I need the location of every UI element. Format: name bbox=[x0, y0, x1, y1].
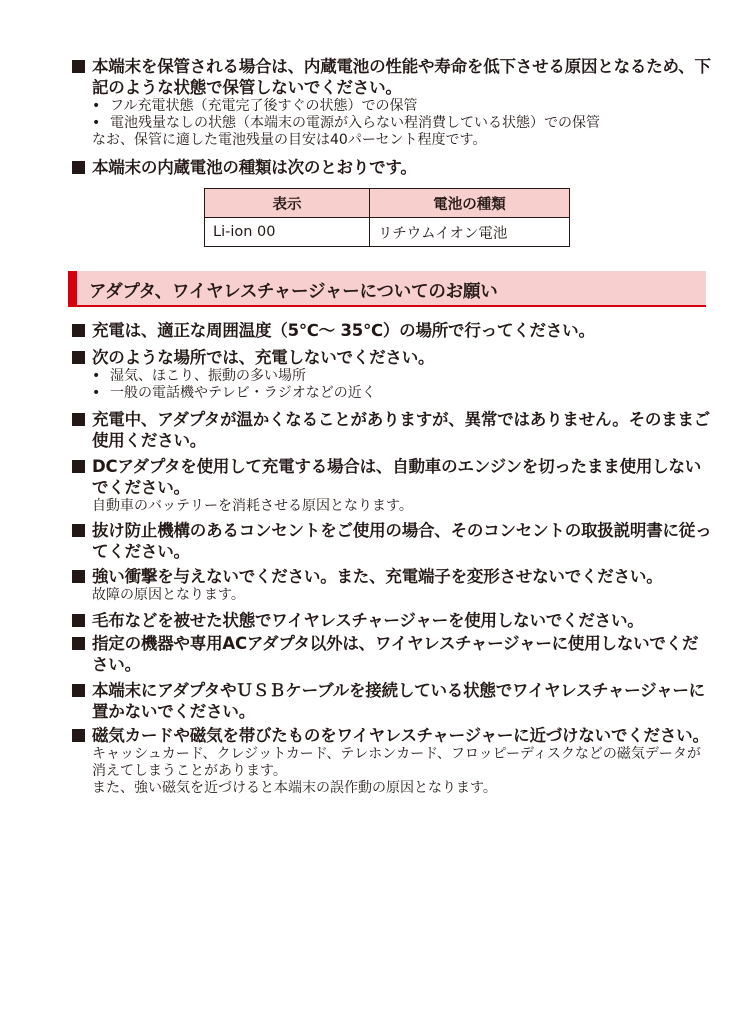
item-heading: 磁気カードや磁気を帯びたものをワイヤレスチャージャーに近づけないでください。 bbox=[72, 725, 712, 746]
list-item bbox=[72, 520, 712, 562]
storage-notice bbox=[72, 56, 712, 149]
battery-table-cell-type: リチウムイオン電池 bbox=[370, 218, 570, 247]
item-bullet: • 湿気、ほこり、振動の多い場所 bbox=[92, 368, 712, 385]
battery-type-heading: 本端末の内蔵電池の種類は次のとおりです。 bbox=[72, 157, 712, 178]
item-bullet: • 一般の電話機やテレビ・ラジオなどの近く bbox=[92, 385, 712, 402]
list-item bbox=[72, 409, 712, 451]
item-heading: 指定の機器や専用ACアダプタ以外は、ワイヤレスチャージャーに使用しないでください。 bbox=[72, 633, 712, 675]
list-item bbox=[72, 725, 712, 797]
battery-table-header-row bbox=[205, 189, 570, 218]
list-item bbox=[72, 320, 712, 341]
list-item bbox=[72, 610, 712, 631]
storage-heading: 本端末を保管される場合は、内蔵電池の性能や寿命を低下させる原因となるため、下記のような状態で保管しないでください。 bbox=[72, 56, 712, 98]
item-body: 故障の原因となります。 bbox=[92, 587, 245, 603]
item-body: 自動車のバッテリーを消耗させる原因となります。 bbox=[92, 498, 413, 514]
storage-bullet-2-cont: なお、保管に適した電池残量の目安は40パーセント程度です。 bbox=[92, 132, 487, 148]
item-heading: DCアダプタを使用して充電する場合は、自動車のエンジンを切ったまま使用しないでください。 bbox=[72, 456, 712, 498]
list-item bbox=[72, 347, 712, 402]
list-item bbox=[72, 680, 712, 722]
item-body: キャッシュカード、クレジットカード、テレホンカード、フロッピーディスクなどの磁気データが消えてしまうことがあります。 bbox=[92, 746, 701, 779]
battery-table-header-type: 電池の種類 bbox=[370, 189, 570, 218]
section-header bbox=[68, 271, 706, 307]
list-item bbox=[72, 456, 712, 515]
battery-type-notice bbox=[72, 157, 712, 178]
battery-table bbox=[204, 188, 570, 247]
table-row bbox=[205, 218, 570, 247]
item-heading: 本端末にアダプタやＵＳＢケーブルを接続している状態でワイヤレスチャージャーに置かないでください。 bbox=[72, 680, 712, 722]
item-heading: 次のような場所では、充電しないでください。 bbox=[72, 347, 712, 368]
item-body-2: また、強い磁気を近づけると本端末の誤作動の原因となります。 bbox=[92, 780, 497, 796]
battery-table-cell-display: Li-ion 00 bbox=[205, 218, 370, 247]
item-heading: 強い衝撃を与えないでください。また、充電端子を変形させないでください。 bbox=[72, 566, 712, 587]
battery-table-header-display: 表示 bbox=[205, 189, 370, 218]
section-title: アダプタ、ワイヤレスチャージャーについてのお願い bbox=[89, 282, 498, 302]
storage-bullets bbox=[72, 98, 712, 149]
list-item bbox=[72, 566, 712, 604]
item-heading: 充電中、アダプタが温かくなることがありますが、異常ではありません。そのままご使用ください。 bbox=[72, 409, 712, 451]
item-heading: 充電は、適正な周囲温度（5℃～ 35℃）の場所で行ってください。 bbox=[72, 320, 712, 341]
item-heading: 毛布などを被せた状態でワイヤレスチャージャーを使用しないでください。 bbox=[72, 610, 712, 631]
item-bullets bbox=[72, 368, 712, 402]
item-heading: 抜け防止機構のあるコンセントをご使用の場合、そのコンセントの取扱説明書に従ってください。 bbox=[72, 520, 712, 562]
storage-bullet-1: • フル充電状態（充電完了後すぐの状態）での保管 bbox=[92, 98, 712, 115]
list-item bbox=[72, 633, 712, 675]
storage-bullet-2: • 電池残量なしの状態（本端末の電源が入らない程消費している状態）での保管 なお、保管に適した電池残量の目安は40パーセント程度です。 bbox=[92, 115, 712, 149]
